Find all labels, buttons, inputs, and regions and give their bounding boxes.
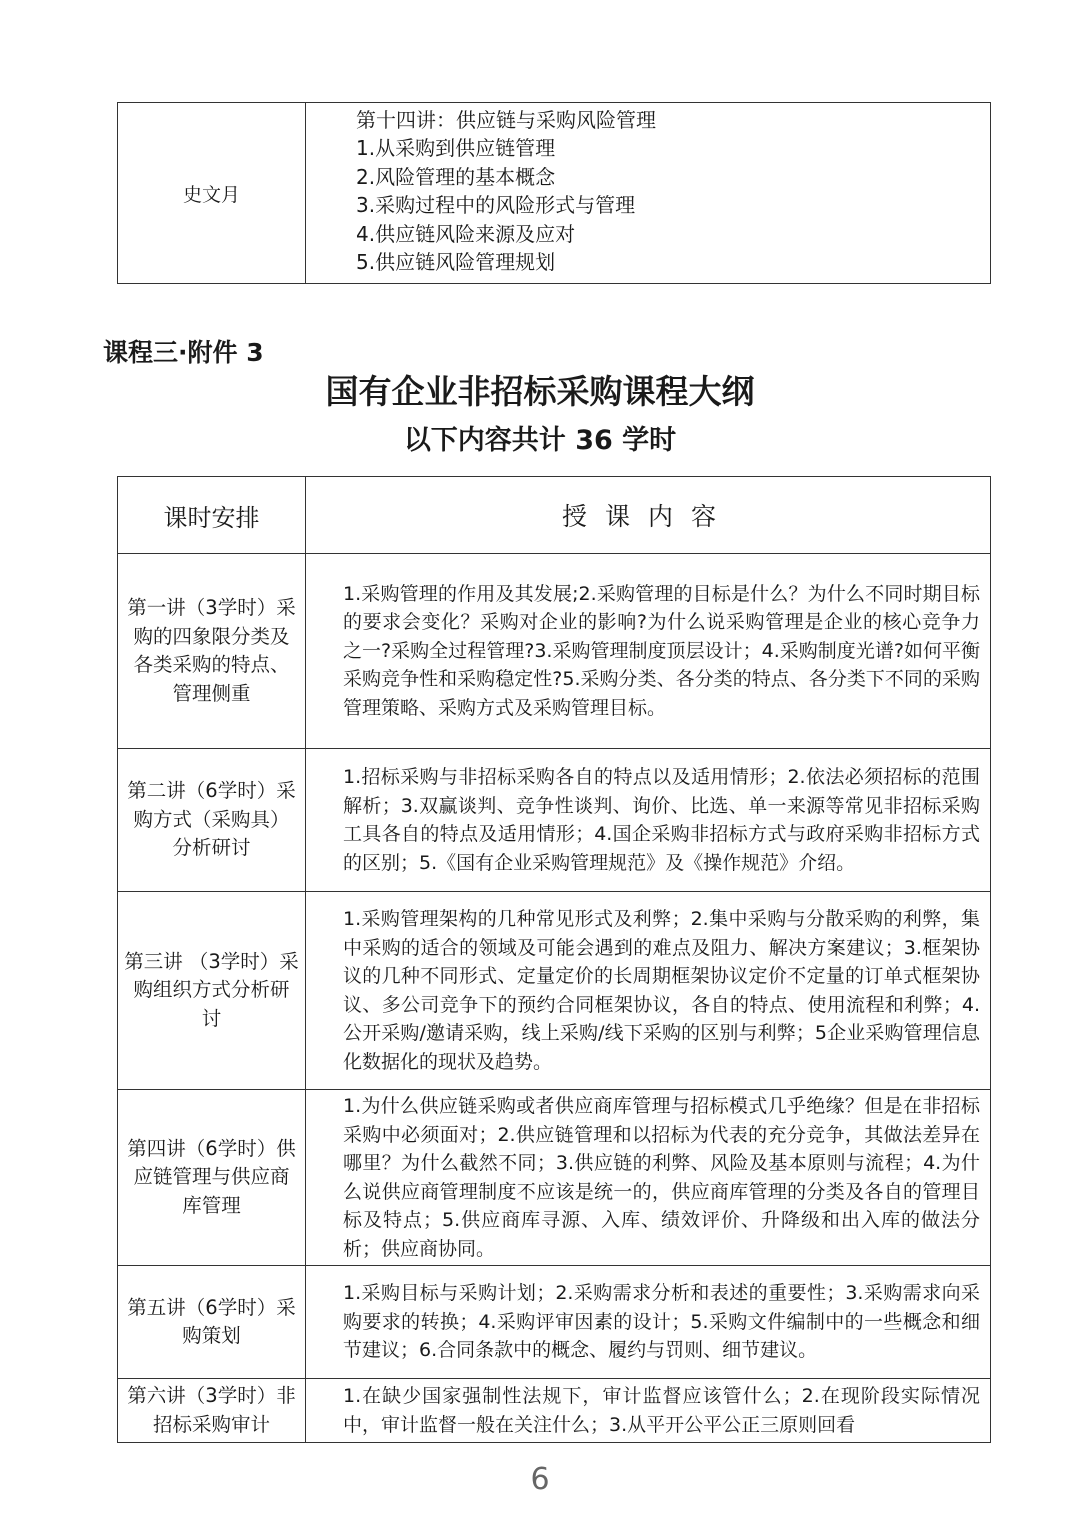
table-header-row (118, 477, 991, 554)
lesson-cell: 第四讲（6学时）供应链管理与供应商库管理 (118, 1090, 306, 1266)
content-cell: 1.采购管理架构的几种常见形式及利弊；2.集中采购与分散采购的利弊，集中采购的适合的领域及可能会遇到的难点及阻力、解决方案建议；3.框架协议的几种不同形式、定量定价的长周期框架协议定价不定量的订单式框架协议、多公司竞争下的预约合同框架协议，各自的特点、使用流程和利弊；4.公开采购/邀请采购，线上采购/线下采购的区别与利弊；5企业采购管理信息化数据化的现状及趋势。 (306, 892, 991, 1090)
lesson-cell: 第一讲（3学时）采购的四象限分类及各类采购的特点、管理侧重 (118, 554, 306, 749)
list-item: 4.供应链风险来源及应对 (356, 221, 576, 246)
instructor-name: 史文月 (118, 103, 306, 284)
table-row (118, 1266, 991, 1379)
table-row (118, 554, 991, 749)
content-cell: 1.采购目标与采购计划；2.采购需求分析和表述的重要性；3.采购需求向采购要求的转换；4.采购评审因素的设计；5.采购文件编制中的一些概念和细节建议；6.合同条款中的概念、履约与罚则、细节建议。 (306, 1266, 991, 1379)
header-schedule: 课时安排 (118, 477, 306, 554)
lesson-cell: 第五讲（6学时）采购策划 (118, 1266, 306, 1379)
prev-course-table (117, 102, 991, 284)
table-row (118, 103, 991, 284)
content-cell: 1.招标采购与非招标采购各自的特点以及适用情形；2.依法必须招标的范围解析；3.双赢谈判、竞争性谈判、询价、比选、单一来源等常见非招标采购工具各自的特点及适用情形；4.国企采购非招标方式与政府采购非招标方式的区别；5.《国有企业采购管理规范》及《操作规范》介绍。 (306, 749, 991, 892)
lesson-cell: 第六讲（3学时）非招标采购审计 (118, 1379, 306, 1443)
page-number: 6 (530, 1462, 550, 1497)
list-item: 3.采购过程中的风险形式与管理 (356, 193, 636, 217)
lecture-outline (306, 103, 991, 284)
page-title: 国有企业非招标采购课程大纲 (325, 372, 755, 411)
header-content: 授课内容 (306, 477, 991, 554)
section-label: 课程三·附件 3 (103, 338, 264, 367)
lesson-cell: 第三讲 （3学时）采购组织方式分析研讨 (118, 892, 306, 1090)
table-row (118, 1379, 991, 1443)
syllabus-table (117, 476, 991, 1443)
table-row (118, 1090, 991, 1266)
list-item: 2.风险管理的基本概念 (356, 164, 556, 189)
page-subtitle: 以下内容共计 36 学时 (403, 425, 677, 456)
content-cell: 1.在缺少国家强制性法规下，审计监督应该管什么；2.在现阶段实际情况中，审计监督一般在关注什么；3.从平开公平公正三原则回看 (306, 1379, 991, 1443)
table-row (118, 749, 991, 892)
content-cell: 1.为什么供应链采购或者供应商库管理与招标模式几乎绝缘？但是在非招标采购中必须面对；2.供应链管理和以招标为代表的充分竞争，其做法差异在哪里？为什么截然不同；3.供应链的利弊、风险及基本原则与流程；4.为什么说供应商管理制度不应该是统一的，供应商库管理的分类及各自的管理目标及特点；5.供应商库寻源、入库、绩效评价、升降级和出入库的做法分析；供应商协同。 (306, 1090, 991, 1266)
table-row (118, 892, 991, 1090)
lecture-title: 第十四讲：供应链与采购风险管理 (356, 107, 656, 132)
content-cell: 1.采购管理的作用及其发展;2.采购管理的目标是什么？为什么不同时期目标的要求会变化？采购对企业的影响?为什么说采购管理是企业的核心竞争力之一?采购全过程管理?3.采购管理制度顶层设计；4.采购制度光谱?如何平衡采购竞争性和采购稳定性?5.采购分类、各分类的特点、各分类下不同的采购管理策略、采购方式及采购管理目标。 (306, 554, 991, 749)
lesson-cell: 第二讲（6学时）采购方式（采购具）分析研讨 (118, 749, 306, 892)
list-item: 1.从采购到供应链管理 (356, 136, 556, 160)
list-item: 5.供应链风险管理规划 (356, 250, 556, 274)
